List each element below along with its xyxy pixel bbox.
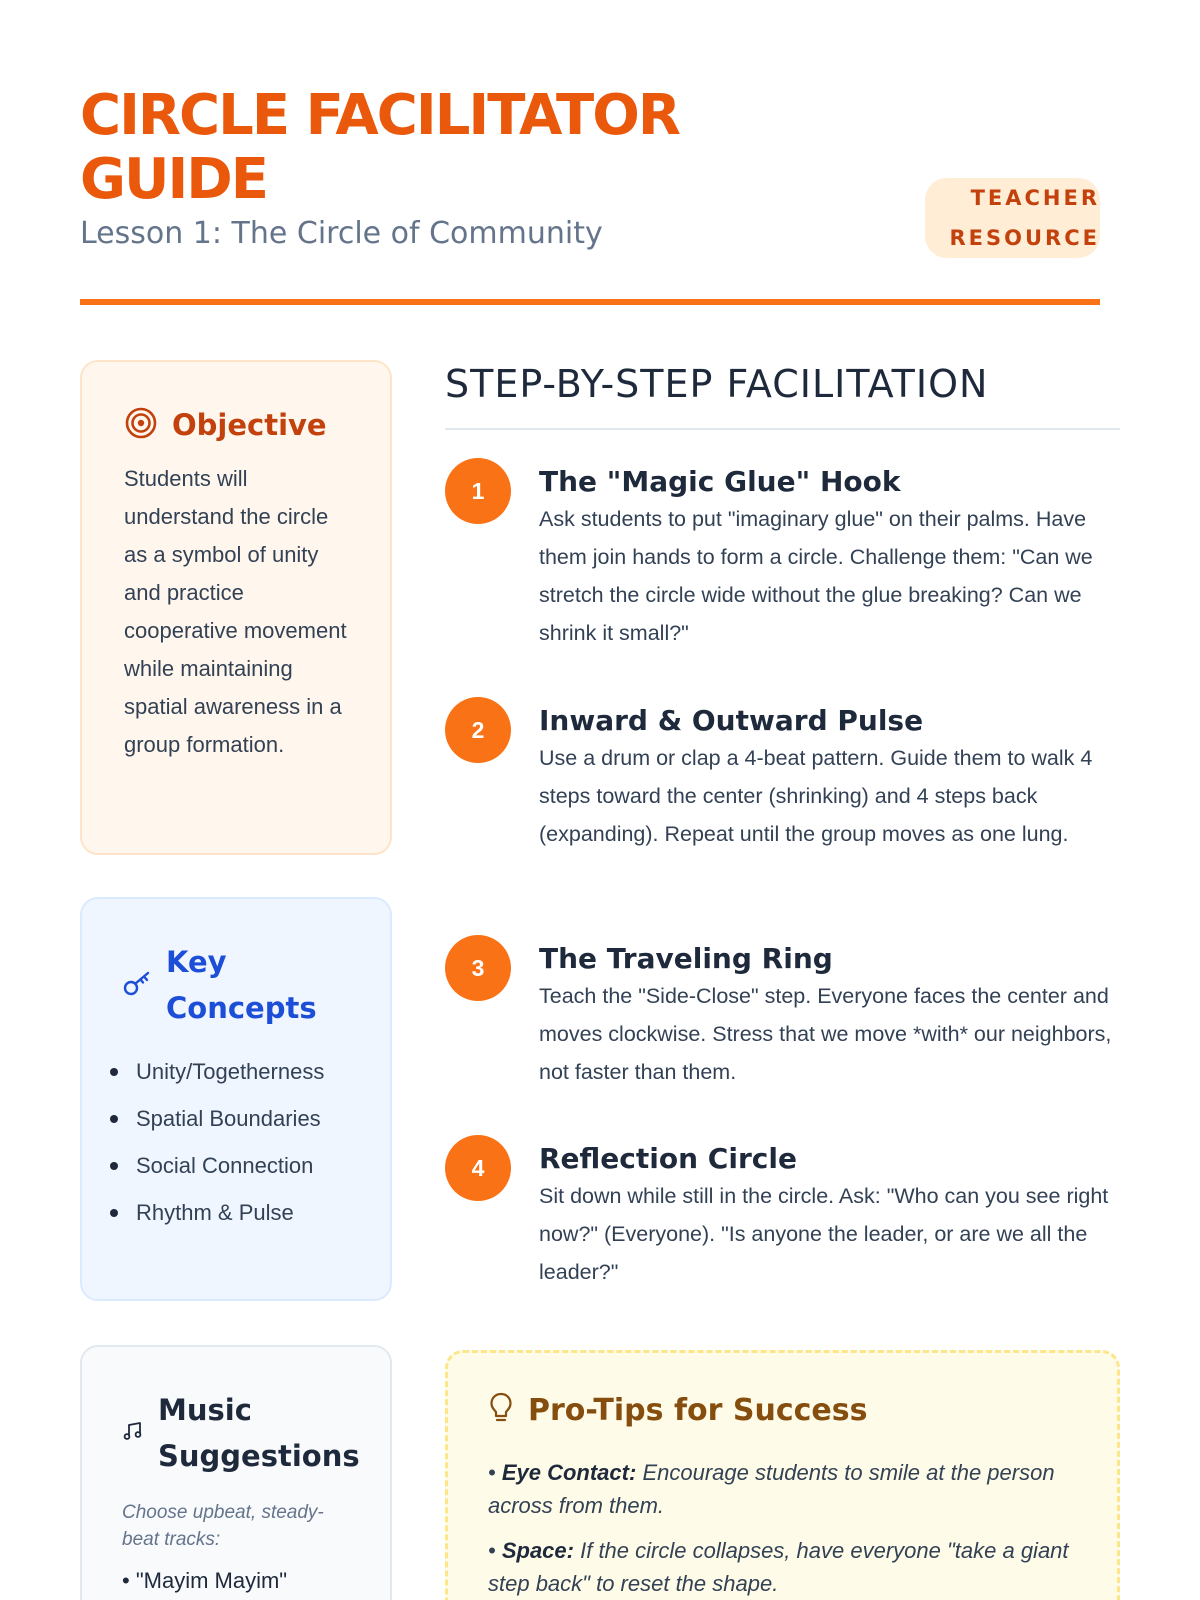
step-number-badge: 2 — [445, 697, 511, 763]
step-text: Teach the "Side-Close" step. Everyone faces the center and moves clockwise. Stress that we move *with* our neighbors, not faster than them. — [539, 984, 1112, 1084]
step-title: The "Magic Glue" Hook — [539, 465, 901, 498]
objective-text: Students will understand the circle as a symbol of unity and practice cooperative movement while maintaining spatial awareness in a group formation. — [124, 466, 347, 757]
tip-label: Eye Contact: — [501, 1460, 637, 1485]
objective-title: Objective — [172, 408, 327, 442]
list-item: Unity/Togetherness — [108, 1055, 354, 1088]
objective-header — [124, 402, 354, 448]
page-title: CIRCLE FACILITATOR GUIDE — [80, 83, 679, 212]
step-text: Sit down while still in the circle. Ask: "Who can you see right now?" (Everyone). "Is anyone the leader, or are we all the leader?" — [539, 1184, 1109, 1284]
step-number-badge: 1 — [445, 458, 511, 524]
list-item: Rhythm & Pulse — [108, 1196, 354, 1229]
concepts-list — [108, 1055, 354, 1229]
music-note-icon — [122, 1420, 144, 1447]
objective-card — [80, 360, 392, 855]
concepts-title: Key Concepts — [166, 945, 317, 1025]
tip-item: • Space: If the circle collapses, have everyone "take a giant step back" to reset the shape. — [488, 1538, 1069, 1596]
music-title: Music Suggestions — [158, 1393, 360, 1473]
tip-text: Encourage students to smile at the person across from them. — [488, 1460, 1055, 1518]
list-item: • "Mayim Mayim" — [122, 1568, 288, 1593]
key-concepts-card — [80, 897, 392, 1301]
steps-divider — [445, 428, 1120, 430]
tip-label: Space: — [501, 1538, 574, 1563]
list-item: Spatial Boundaries — [108, 1102, 354, 1135]
music-header — [122, 1387, 360, 1479]
step-title: Inward & Outward Pulse — [539, 704, 924, 737]
lesson-subtitle: Lesson 1: The Circle of Community — [80, 216, 603, 251]
lightbulb-icon — [488, 1391, 514, 1430]
step-title: The Traveling Ring — [539, 942, 833, 975]
step-text: Ask students to put "imaginary glue" on their palms. Have them join hands to form a circle. Challenge them: "Can we stretch the circle wide without the glue breaking? Can we shrink it small?" — [539, 507, 1093, 645]
step-number-badge: 4 — [445, 1135, 511, 1201]
list-item: Social Connection — [108, 1149, 354, 1182]
tips-title: Pro-Tips for Success — [528, 1393, 868, 1428]
pro-tips-box — [445, 1350, 1120, 1600]
music-card — [80, 1345, 392, 1600]
tip-text: If the circle collapses, have everyone "take a giant step back" to reset the shape. — [488, 1538, 1069, 1596]
step-number-badge: 3 — [445, 935, 511, 1001]
resource-badge: TEACHER RESOURCE — [925, 178, 1100, 258]
tip-item: • Eye Contact: Encourage students to smile at the person across from them. — [488, 1460, 1055, 1518]
step-text: Use a drum or clap a 4-beat pattern. Guide them to walk 4 steps toward the center (shrinking) and 4 steps back (expanding). Repeat until the group moves as one lung. — [539, 746, 1093, 846]
tips-header — [488, 1391, 1077, 1430]
steps-heading: STEP-BY-STEP FACILITATION — [445, 362, 989, 406]
key-icon — [122, 968, 152, 1003]
music-hint: Choose upbeat, steady-beat tracks: — [122, 1502, 324, 1550]
concepts-header — [122, 939, 354, 1031]
target-icon — [124, 406, 158, 445]
step-title: Reflection Circle — [539, 1142, 797, 1175]
header-divider — [80, 299, 1100, 305]
